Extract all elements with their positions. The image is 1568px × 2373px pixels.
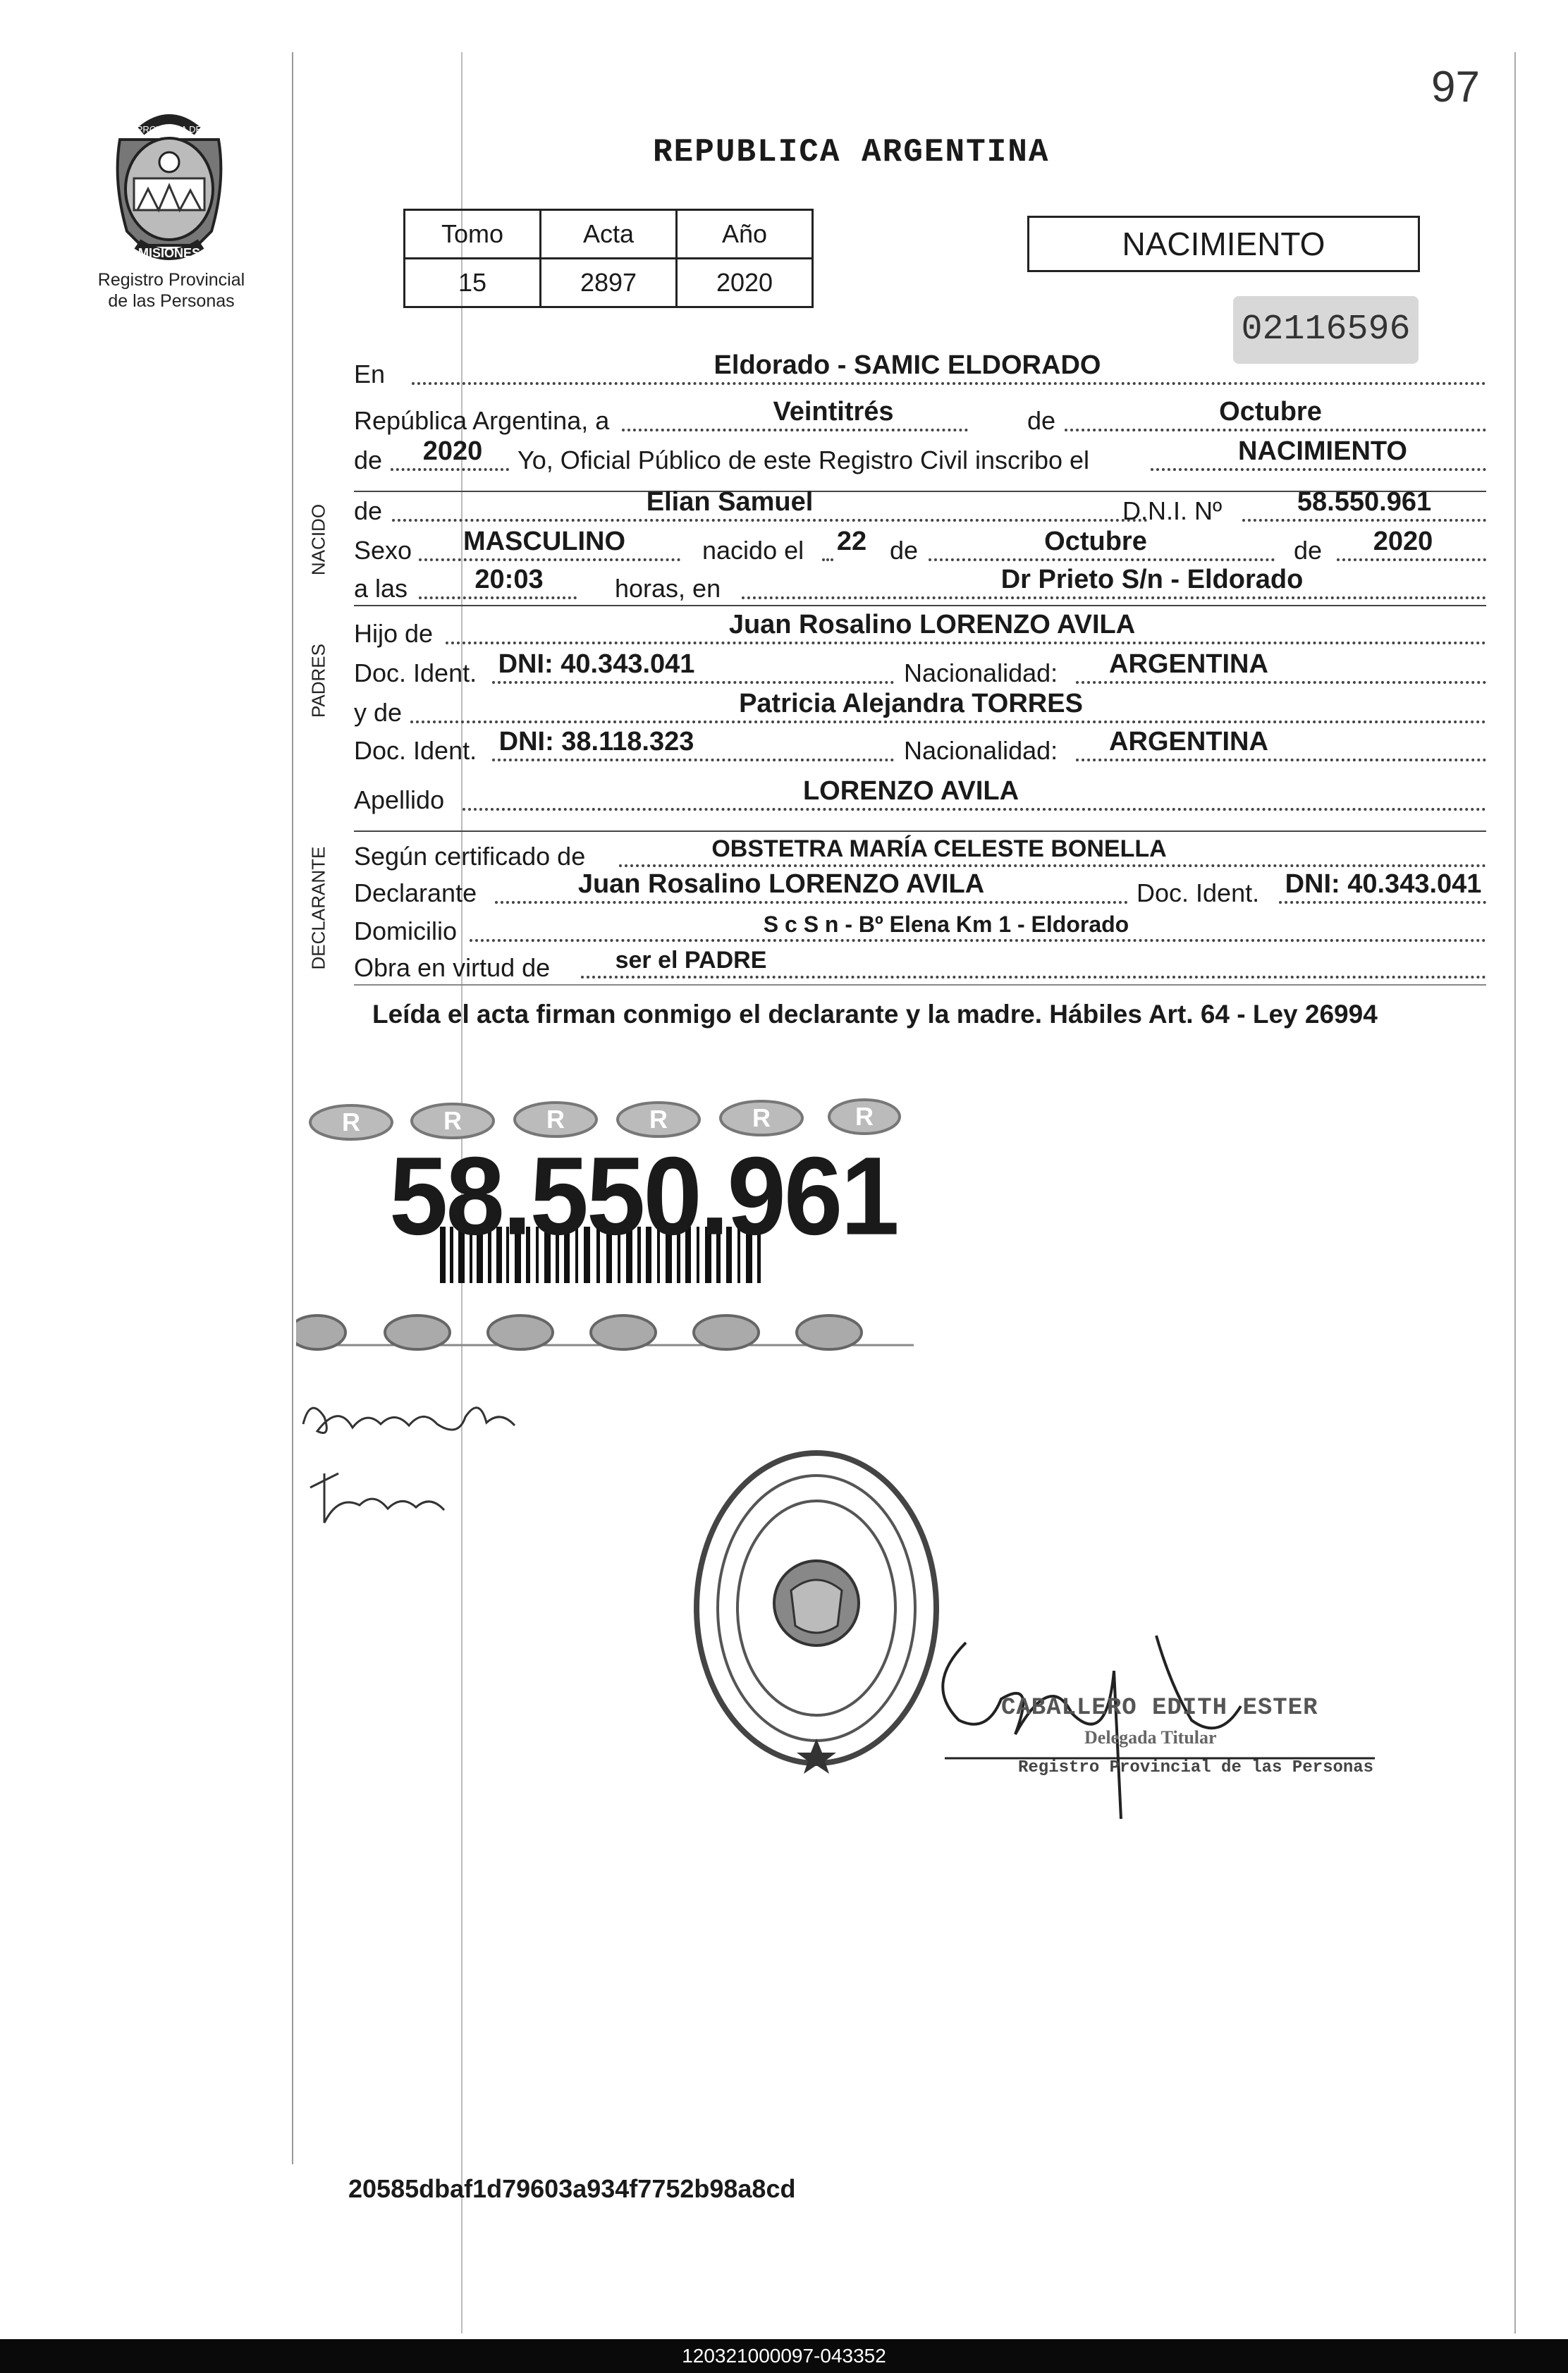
page-number: 97 [1431,63,1480,111]
dni-label: D.N.I. Nº [1122,496,1223,525]
row-declarante [354,869,1486,908]
act-table-header-ano: Año [677,210,813,259]
row-mother-doc [354,727,1486,766]
father-doc: DNI: 40.343.041 [498,649,695,679]
legal-text: Leída el acta firman conmigo el declarante y la madre. Hábiles Art. 64 - Ley 26994 [372,1000,1378,1029]
act-table-value-acta: 2897 [541,259,677,307]
declarante-signature [296,1389,529,1544]
mother-nationality: ARGENTINA [1109,727,1268,756]
year-prefix: de [354,446,383,474]
declarante-section-label: DECLARANTE [307,846,329,970]
row-y-de [354,689,1486,728]
official-name: CABALLERO EDITH ESTER [1001,1695,1318,1722]
domicilio-label: Domicilio [354,916,458,945]
left-margin-line [292,52,293,2164]
svg-text:R: R [752,1103,771,1132]
dots [742,596,1486,599]
row-obra [354,948,1486,983]
de-label-2: de [890,536,919,565]
act-table-header-tomo: Tomo [405,210,541,259]
declarante-label: Declarante [354,878,477,907]
oficial-text: Yo, Oficial Público de este Registro Civil inscribo el [517,446,1090,474]
a-las-label: a las [354,574,408,603]
hijo-de-label: Hijo de [354,619,434,648]
dots [1065,429,1486,431]
dots [619,864,1486,867]
province-seal-logo [99,111,240,268]
mother-doc: DNI: 38.118.323 [498,727,694,756]
dots [412,382,1486,385]
dots [1076,681,1486,684]
row-father-doc [354,649,1486,688]
dots [1076,759,1486,761]
dots [410,721,1486,723]
en-label: En [354,360,386,388]
doc-label: Doc. Ident. [354,658,477,687]
dots [446,642,1486,644]
svg-text:PROVINCIA DE: PROVINCIA DE [136,124,202,135]
document-title: REPUBLICA ARGENTINA [653,134,1050,171]
obra-value: ser el PADRE [615,947,767,974]
certificado-value: OBSTETRA MARÍA CELESTE BONELLA [711,835,1167,862]
dots [622,429,968,431]
dots [1337,558,1486,561]
dots [492,681,894,684]
right-margin-line [1514,52,1516,2334]
y-de-label: y de [354,698,403,727]
dots [929,558,1275,561]
row-republica [354,397,1486,436]
de-label-3: de [1294,536,1323,565]
inscribe-value: NACIMIENTO [1238,436,1407,466]
serial-number: 02116596 [1233,296,1419,364]
father-name: Juan Rosalino LORENZO AVILA [728,610,1136,639]
row-apellido [354,776,1486,815]
dots [822,558,833,561]
logo-caption-line-1: Registro Provincial [97,270,245,290]
dots [1279,901,1486,904]
logo-caption [83,269,259,312]
birth-time: 20:03 [474,565,544,594]
nacido-section-label: NACIDO [307,503,329,576]
year: 2020 [422,436,483,466]
act-table [403,209,814,308]
dots [419,596,577,599]
row-year [354,436,1486,475]
nacido-el-label: nacido el [702,536,804,565]
en-value: Eldorado - SAMIC ELDORADO [713,350,1101,380]
record-type-box: NACIMIENTO [1027,216,1420,272]
mother-name: Patricia Alejandra TORRES [739,689,1083,718]
dots [1242,519,1486,522]
svg-text:R: R [649,1105,668,1134]
child-dni: 58.550.961 [1297,487,1432,517]
svg-text:R: R [342,1108,360,1136]
svg-text:R: R [546,1105,565,1134]
declarante-doc: DNI: 40.343.041 [1285,869,1482,899]
father-nationality: ARGENTINA [1109,649,1268,679]
domicilio-value: S c S n - Bº Elena Km 1 - Eldorado [763,912,1129,937]
act-table-value-tomo: 15 [405,259,541,307]
birth-day: 22 [836,527,867,556]
row-hora [354,565,1486,603]
dots [470,939,1486,942]
footer-code-bar: 120321000097-043352 [0,2339,1568,2373]
apellido-value: LORENZO AVILA [802,776,1019,806]
republica-label: República Argentina, a [354,406,610,435]
obra-label: Obra en virtud de [354,953,551,982]
row-domicilio [354,911,1486,946]
section-divider [354,605,1486,606]
row-nacido-name [354,487,1486,526]
official-role: Delegada Titular [1084,1727,1217,1748]
padres-section-label: PADRES [307,644,329,718]
registry-seal-stamp [685,1442,948,1774]
row-sexo [354,527,1486,565]
child-name: Elian Samuel [646,487,814,517]
nacionalidad-label: Nacionalidad: [904,658,1058,687]
dots [1151,468,1486,471]
month: Octubre [1219,397,1322,427]
official-office: Registro Provincial de las Personas [1018,1758,1374,1777]
sexo-label: Sexo [354,536,412,565]
dots [419,558,680,561]
day-written: Veintitrés [773,397,894,427]
apellido-label: Apellido [354,785,445,814]
birth-month: Octubre [1044,527,1147,556]
birth-place: Dr Prieto S/n - Eldorado [1000,565,1304,594]
act-table-header-acta: Acta [541,210,677,259]
horas-label: horas, en [615,574,721,603]
svg-text:R: R [443,1106,462,1135]
dots [581,976,1486,979]
row-hijo-de [354,610,1486,649]
row-en [354,350,1486,389]
doc-label: Doc. Ident. [354,736,477,765]
svg-text:R: R [855,1102,874,1131]
nacionalidad-label: Nacionalidad: [904,736,1058,765]
de-label: de [354,496,383,525]
declarante-name: Juan Rosalino LORENZO AVILA [577,869,985,899]
svg-text:MISIONES: MISIONES [137,246,201,260]
dots [495,901,1128,904]
de-label: de [1027,406,1056,435]
document-hash: 20585dbaf1d79603a934f7752b98a8cd [348,2174,796,2203]
section-divider [354,984,1486,986]
row-certificado [354,836,1486,871]
dots [492,759,894,761]
doc-label: Doc. Ident. [1137,878,1260,907]
sticker-dni-number: 58.550.961 [389,1133,898,1258]
dots [463,808,1486,811]
dots [392,519,1148,522]
section-divider [354,830,1486,832]
logo-caption-line-2: de las Personas [108,291,235,311]
birth-year: 2020 [1373,527,1433,556]
sexo-value: MASCULINO [463,527,626,556]
act-table-value-ano: 2020 [677,259,813,307]
dots [391,468,509,471]
segun-label: Según certificado de [354,842,586,871]
